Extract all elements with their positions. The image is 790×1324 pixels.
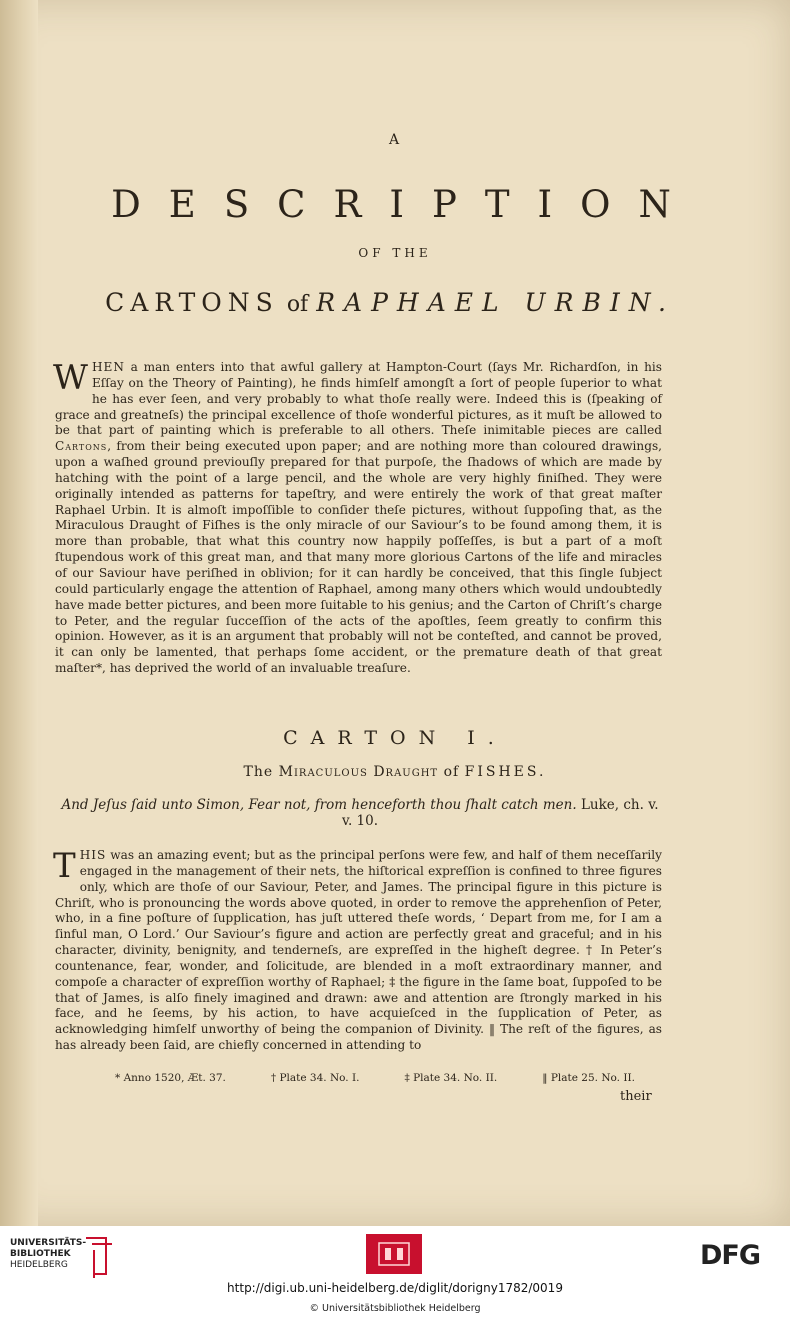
footnote: ‡ Plate 34. No. II. [404, 1072, 498, 1084]
page-title: DESCRIPTION [111, 183, 699, 226]
carton-subheading [0, 764, 790, 780]
subtitle-name: RAPHAEL URBIN. [316, 288, 675, 317]
footnote: * Anno 1520, Æt. 37. [115, 1072, 226, 1084]
page-spine-shadow [0, 0, 38, 1226]
footnotes [115, 1072, 635, 1084]
library-line-2: BIBLIOTHEK [10, 1249, 71, 1259]
carton-sub-caps: FISHES. [464, 764, 547, 780]
catchword: their [620, 1089, 652, 1104]
title-of-the: OF THE [358, 246, 432, 260]
scripture-quote [60, 797, 660, 829]
dfg-logo: DFG [700, 1240, 761, 1271]
emblem-icon [377, 1241, 411, 1267]
digitization-logo-icon [366, 1234, 422, 1274]
carton-sub-mid: Miraculous Draught [278, 764, 439, 780]
carton-sub-of: of [443, 764, 460, 780]
library-line-1: UNIVERSITÄTS- [10, 1238, 87, 1248]
intro-text-2: , from their being executed upon paper; and are nothing more than coloured drawings, upon a waſhed ground previouſly prepared for that purpoſe, the ſhadows of which are made by hatching with the point of a large pencil, and the whole are very highly finiſhed. They were originally intended as patterns for tapeſtry, and were entirely the work of that great maſter Raphael Urbin. It is almoſt impoſſible to conſider theſe pictures, without ſuppoſing that, as the Miraculous Draught of Fiſhes is the only miracle of our Saviour’s to be found among them, it is more than probable, that what this country now happily poſſeſſes, is but a part of a moſt ſtupendous work of this great man, and that many more glorious Cartons of the life and miracles of our Saviour have periſhed in oblivion; for it can hardly be conceived, that this ſingle ſubject could particularly engage the attention of Raphael, among many others which would undoubtedly have made better pictures, and been more ſuitable to his genius; and the Carton of Chriſt’s charge to Peter, and the regular ſucceſſion of the acts of the apoſtles, ſeem greatly to confirm this opinion. However, as it is an argument that probably will not be conteſted, and cannot be proved, it can only be lamented, that perhaps ſome accident, or the premature death of that great maſter*, has deprived the world of an invaluable treaſure. [55, 439, 662, 676]
footnote: ‖ Plate 25. No. II. [542, 1072, 635, 1084]
intro-text: a man enters into that awful gallery at Hampton-Court (ſays Mr. Richardſon, in his Eſſay on the Theory of Painting), he finds himſelf amongſt a ſort of people ſuperior to what he has ever ſeen, and very probably to what thoſe really were. Indeed this is (ſpeaking of grace and greatneſs) the principal excellence of thoſe wonderful pictures, as it muſt be allowed to be that part of painting which is preferable to all others. Theſe inimitable pieces are called [55, 360, 662, 438]
carton-text: was an amazing event; but as the principal perſons were few, and half of them neceſſarily engaged in the management of their nets, the hiſtorical expreſſion is confined to three figures only, which are thoſe of our Saviour, Peter, and James. The principal figure in this picture is Chriſt, who is pronouncing the words above quoted, in order to remove the apprehenſion of Peter, who, in a fine poſture of ſupplication, has juſt uttered theſe words, ‘ Depart from me, for I am a ſinful man, O Lord.’ Our Saviour’s figure and action are perfectly great and graceful; and in his character, divinity, benignity, and tenderneſs, are expreſſed in the higheſt degree. † In Peter’s countenance, fear, wonder, and ſolicitude, are blended in a moſt extraordinary manner, and compoſe a character of expreſſion worthy of Raphael; ‡ the figure in the ſame boat, ſuppoſed to be that of James, is alſo finely imagined and drawn: awe and attention are ſtrongly marked in his face, and he ſeems, by his action, to have acquieſced in the ſupplication of Peter, as acknowledging himſelf unworthy of being the companion of Divinity. ‖ The reſt of the figures, as has already been ſaid, are chiefly concerned in attending to [55, 848, 662, 1053]
intro-paragraph [55, 360, 662, 677]
library-name [10, 1238, 86, 1271]
carton-sub-pre: The [243, 764, 274, 780]
intro-dropcap: W [53, 358, 88, 398]
carton-lead: HIS [79, 848, 107, 862]
title-kicker: A [388, 132, 402, 148]
carton-paragraph [55, 848, 662, 1054]
permalink-url[interactable]: http://digi.ub.uni-heidelberg.de/diglit/dorigny1782/0019 [227, 1281, 563, 1295]
subtitle-cartons: CARTONS [105, 288, 279, 317]
quote-text: And Jeſus ſaid unto Simon, Fear not, from henceforth thou ſhalt catch men. [61, 797, 577, 813]
library-line-3: HEIDELBERG [10, 1260, 68, 1270]
page-subtitle [40, 288, 740, 317]
copyright-notice: © Universitätsbibliothek Heidelberg [309, 1303, 481, 1314]
intro-cartons-word: Cartons [55, 439, 108, 454]
quote-reference: Luke, ch. v. v. 10. [341, 797, 659, 829]
intro-lead: HEN [91, 360, 125, 374]
carton-heading: CARTON I. [283, 727, 507, 749]
subtitle-of: of [286, 292, 309, 317]
footnote: † Plate 34. No. I. [270, 1072, 360, 1084]
carton-dropcap: T [53, 846, 76, 886]
